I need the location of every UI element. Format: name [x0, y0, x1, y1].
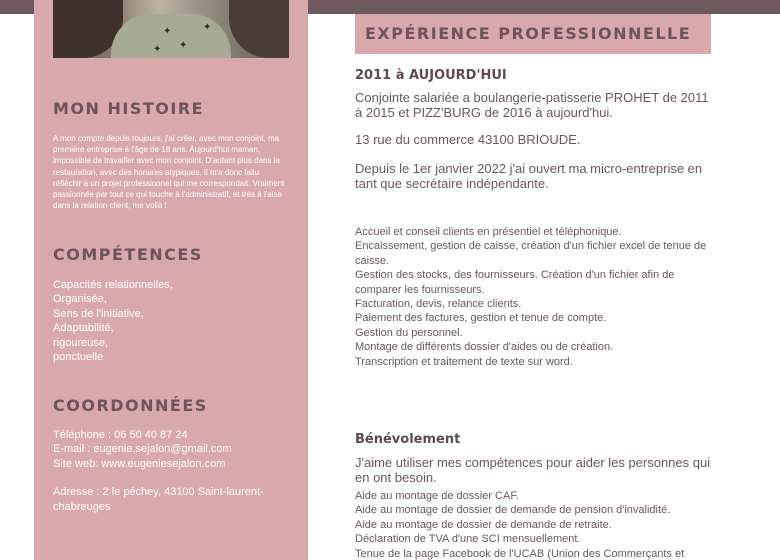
butterfly-icon: ✦ [179, 40, 188, 51]
skill-item: ponctuelle [53, 351, 104, 364]
skill-item: Adaptabilité, [53, 322, 114, 335]
benevolat-item: Aide au montage de dossier CAF. [355, 490, 519, 502]
task-item: Gestion des stocks, des fournisseurs. Création d'un fichier afin de comparer les fournisseurs. [355, 269, 675, 296]
profile-photo [53, 0, 289, 58]
skill-item: Organisée, [53, 293, 107, 306]
task-item: Paiement des factures, gestion et tenue de compte. [355, 312, 607, 325]
experience-tasks [355, 225, 715, 369]
contact-block [53, 428, 293, 514]
skill-item: Sens de l'initiative, [53, 307, 144, 320]
task-item: Facturation, devis, relance clients. [355, 298, 522, 311]
histoire-text: A mon compte depuis toujours, j'ai créer, avec mon conjoint, ma première entreprise à l'âge de 18 ans. Aujourd'hui maman, impossible de travailler avec mon conjoint. D'autant plus dans la restauration, avec des horaires atypiques. Il m'a donc fallu réfléchir à un projet professionnel qui me correspondait. Vraiment passionnée par tout ce qui touche à l'administratif, et très à l'aise dans la relation client, me voilà ! [53, 134, 285, 211]
experience-p3: Depuis le 1er janvier 2022 j'ai ouvert ma micro-entreprise en tant que secrétaire indépendante. [355, 161, 703, 191]
competences-heading: COMPÉTENCES [53, 245, 203, 264]
experience-heading: EXPÉRIENCE PROFESSIONNELLE [365, 24, 692, 43]
butterfly-icon: ✦ [153, 44, 162, 55]
skill-item: rigoureuse, [53, 336, 109, 349]
task-item: Montage de différents dossier d'aides ou de création. [355, 341, 614, 354]
coordonnees-heading: COORDONNÉES [53, 396, 208, 415]
spacer [53, 471, 293, 485]
task-item: Gestion du personnel. [355, 326, 463, 339]
task-item: Transcription et traitement de texte sur word. [355, 355, 573, 368]
butterfly-icon: ✦ [203, 22, 212, 33]
photo-hair-right [229, 0, 289, 58]
benevolat-item: Aide au montage de dossier de demande de pension d'invalidité. [355, 504, 671, 517]
address-text: Adresse : 2 le péchey, 43100 Saint-laurent-chabreuges [53, 486, 264, 513]
experience-p1: Conjointe salariée a boulangerie-patisserie PROHET de 2011 à 2015 et PIZZ'BURG de 2016 à aujourd'hui. [355, 90, 709, 120]
website-link[interactable]: Site web: www.eugeniesejalon.com [53, 457, 226, 470]
benevolat-list [355, 489, 715, 560]
phone-text: Téléphone : 06 50 40 87 24 [53, 429, 188, 441]
benevolat-item: Aide au montage de dossier de demande de retraite. [355, 518, 612, 531]
experience-period: 2011 à AUJOURD'HUI [355, 68, 507, 83]
benevolat-item: Déclaration de TVA d'une SCI mensuellement. [355, 533, 581, 546]
experience-banner [355, 14, 711, 54]
benevolat-heading: Bénévolement [355, 432, 461, 447]
task-item: Encaissement, gestion de caisse, création d'un fichier excel de tenue de caisse. [355, 240, 707, 267]
benevolat-intro: J'aime utiliser mes compétences pour aider les personnes qui en ont besoin. [355, 455, 711, 485]
competences-list [53, 278, 173, 364]
benevolat-item: Tenue de la page Facebook de l'UCAB (Union des Commerçants et [355, 547, 685, 560]
experience-p2: 13 rue du commerce 43100 BRIOUDE. [355, 132, 581, 147]
email-link[interactable]: E-mail : eugenie.sejalon@gmail.com [53, 443, 232, 456]
histoire-heading: MON HISTOIRE [53, 99, 205, 118]
task-item: Accueil et conseil clients en présentiel et téléphonique. [355, 226, 622, 238]
skill-item: Capacités relationnelles, [53, 279, 173, 291]
butterfly-icon: ✦ [163, 26, 172, 37]
